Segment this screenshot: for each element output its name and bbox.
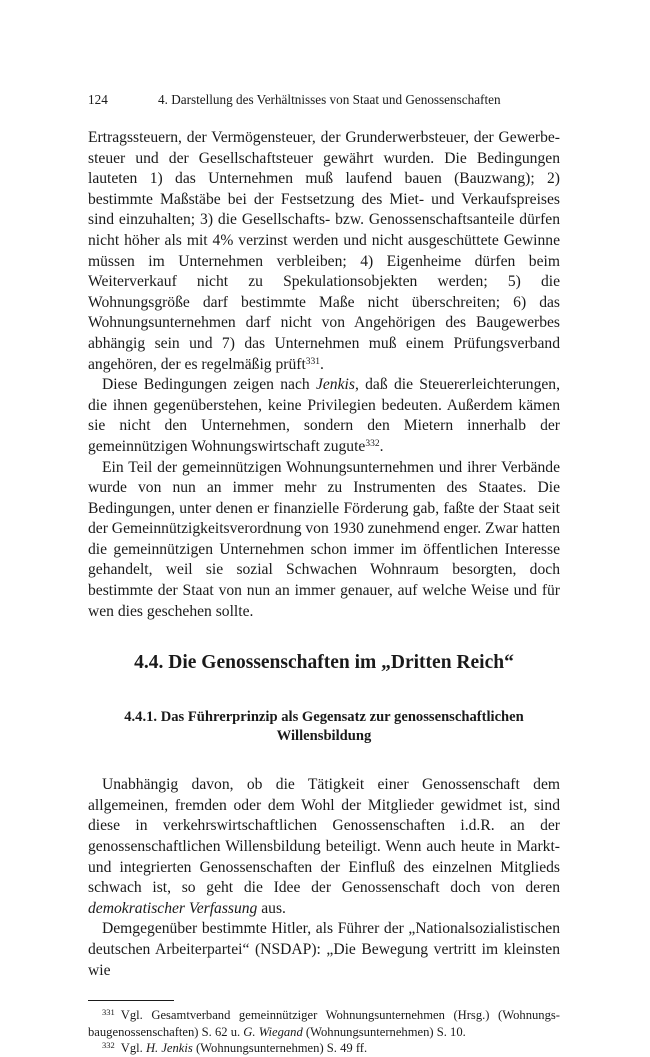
paragraph-end: aus. xyxy=(257,899,286,917)
paragraph-end: . xyxy=(320,355,324,373)
footnote-mark: 332 xyxy=(102,1040,115,1051)
footnote-text-pre: Vgl. xyxy=(120,1041,146,1056)
subsection-heading xyxy=(88,708,560,746)
paragraph-text: Unabhängig davon, ob die Tätigkeit einer Genossenschaft dem allgemeinen, fremden oder dem Wohl der Mitglieder gewidmet ist, sind diese in verkehrswirtschaftlichen Genossenschaften i.d.R. an der genossenschaftlichen Willensbildung beteiligt. Wenn auch heute in Markt- und integrierten Genossenschaften der Einfluß des einzelnen Mitglieds schwach ist, so geht die Idee der Genossenschaft doch von deren xyxy=(88,776,560,897)
paragraph-text: Demgegenüber bestimmte Hitler, als Führer der „Nationalsozialistischen deutschen Arbeiterpartei“ (NSDAP): „Die Bewegung vertritt im kleinsten wie xyxy=(88,920,560,979)
author-name: Jenkis xyxy=(315,376,355,394)
footnote-332 xyxy=(88,1040,560,1057)
paragraph-willensbildung xyxy=(88,775,560,919)
book-page xyxy=(88,92,560,1057)
paragraph-hitler xyxy=(88,919,560,981)
paragraph-jenkis xyxy=(88,375,560,457)
paragraph-text: Ertragssteuern, der Vermögensteuer, der Grunderwerbsteuer, der Gewerbesteuer und der Gesellschaftsteuer gewährt wurden. Die Bedingungen lauteten 1) das Unternehmen muß laufend bauen (Bauzwang); 2) bestimmte Maßstäbe bei der Festsetzung des Miet- und Verkaufspreises sind einzuhalten; 3) die Gesellschafts- bzw. Genossenschaftsanteile dürfen nicht höher als mit 4% verzinst werden und nicht ausgeschüttete Gewinne müssen im Unternehmen verbleiben; 4) Eigenheime dürfen beim Weiterverkauf nicht zu Spekulationsobjekten werden; 5) die Wohnungsgröße darf bestimmte Maße nicht überschreiten; 6) das Wohnungsunternehmen darf nicht von Angehörigen des Baugewerbes abhängig sein und 7) das Unternehmen muß einem Prüfungsverband angehören, der es regelmäßig prüft xyxy=(88,129,560,373)
footnote-author: G. Wiegand xyxy=(243,1024,303,1039)
running-header xyxy=(88,92,560,108)
footnote-mark: 331 xyxy=(102,1007,115,1018)
paragraph-text: Ein Teil der gemeinnützigen Wohnungsunternehmen und ihrer Verbände wurde von nun an immer mehr zu Instrumenten des Staates. Die Bedingungen, unter denen er finanzielle Förderung gab, faßte der Staat seit der Gemeinnützigkeitsverordnung von 1930 zunehmend enger. Zwar hatten die gemeinnützigen Unternehmen schon immer im öffentlichen Interesse gehandelt, weil sie sozial Schwachen Wohnraum besorgten, doch bestimmte der Staat von nun an immer genauer, auf welche Weise und für wen dies geschehen sollte. xyxy=(88,458,560,620)
subsection-title-line1: 4.4.1. Das Führerprinzip als Gegensatz zur genossenschaftlichen xyxy=(124,709,524,726)
paragraph-state-instruments xyxy=(88,458,560,623)
paragraph-tax-conditions xyxy=(88,128,560,375)
paragraph-text-pre: Diese Bedingungen zeigen nach xyxy=(102,376,316,394)
footnote-331 xyxy=(88,1007,560,1040)
page-number: 124 xyxy=(88,92,108,107)
footnote-text-post: (Wohnungsunternehmen) S. 49 ff. xyxy=(192,1041,368,1056)
footnote-author: H. Jenkis xyxy=(145,1041,193,1056)
paragraph-end: . xyxy=(379,437,384,455)
footnote-text-post: (Wohnungsunternehmen) S. 10. xyxy=(302,1024,466,1039)
footnote-divider xyxy=(88,1000,174,1001)
footnote-text-pre: Vgl. Gesamtverband gemeinnütziger Wohnungsunternehmen (Hrsg.) (Wohnungsbaugenossenschaften) S. 62 u. xyxy=(88,1008,560,1039)
emphasis-text: demokratischer Verfassung xyxy=(88,899,258,917)
running-title: 4. Darstellung des Verhältnisses von Staat und Genossenschaften xyxy=(158,92,501,107)
section-heading: 4.4. Die Genossenschaften im „Dritten Reich“ xyxy=(134,652,514,674)
subsection-title-line2: Willensbildung xyxy=(276,728,372,745)
paragraph-text: , daß die Steuererleichterungen, die ihnen gegenüberstehen, keine Privilegien bedeuten. Außerdem kämen sie nicht den Unternehmen, sondern den Mietern innerhalb der gemeinnützigen Wohnungswirtschaft zugute xyxy=(88,376,560,455)
footnote-ref-332: 332 xyxy=(365,438,380,449)
footnote-ref-331: 331 xyxy=(305,356,321,367)
